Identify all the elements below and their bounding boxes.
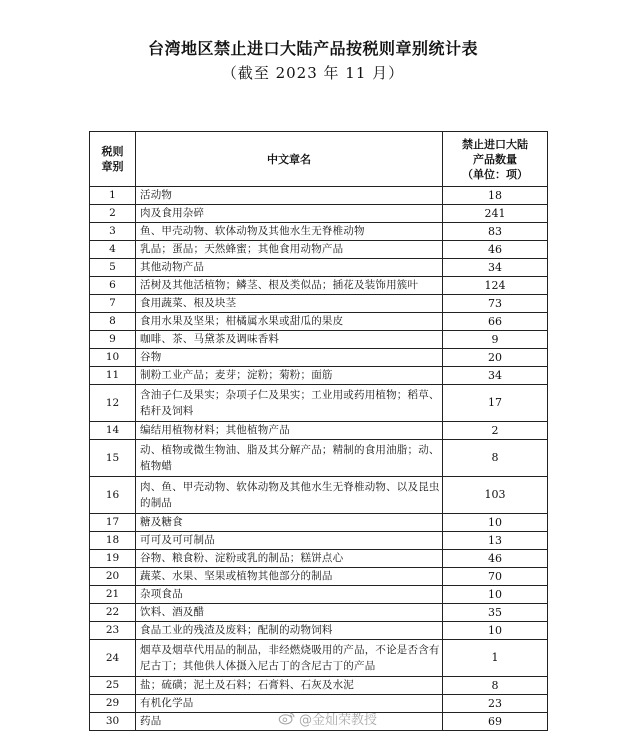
cell-chapter: 23 — [90, 622, 136, 640]
cell-name: 其他动物产品 — [136, 259, 443, 277]
cell-chapter: 10 — [90, 349, 136, 367]
document-subtitle: （截至 2023 年 11 月） — [221, 64, 405, 82]
cell-name: 饮料、酒及醋 — [136, 604, 443, 622]
cell-count: 2 — [443, 422, 548, 440]
table-row — [90, 349, 548, 367]
cell-name: 可可及可可制品 — [136, 532, 443, 550]
cell-name: 活树及其他活植物；鳞茎、根及类似品；插花及装饰用簇叶 — [136, 277, 443, 295]
table-row — [90, 223, 548, 241]
cell-count: 66 — [443, 313, 548, 331]
table-row — [90, 295, 548, 313]
cell-name: 动、植物或微生物油、脂及其分解产品；精制的食用油脂；动、植物蜡 — [136, 440, 443, 477]
table-row — [90, 367, 548, 385]
document-title: 台湾地区禁止进口大陆产品按税则章别统计表 — [147, 39, 478, 58]
cell-chapter: 21 — [90, 586, 136, 604]
cell-chapter: 16 — [90, 477, 136, 514]
header-chapter: 税则 章别 — [90, 132, 136, 187]
cell-name: 食品工业的残渣及废料；配制的动物饲料 — [136, 622, 443, 640]
watermark — [278, 709, 377, 727]
cell-chapter: 7 — [90, 295, 136, 313]
cell-chapter: 19 — [90, 550, 136, 568]
cell-count: 1 — [443, 640, 548, 677]
cell-count: 34 — [443, 367, 548, 385]
cell-count: 8 — [443, 677, 548, 695]
statistics-table — [89, 131, 548, 731]
cell-count: 23 — [443, 695, 548, 713]
table-row — [90, 477, 548, 514]
cell-count: 35 — [443, 604, 548, 622]
table-row — [90, 586, 548, 604]
cell-count: 10 — [443, 514, 548, 532]
cell-name: 烟草及烟草代用品的制品，非经燃烧吸用的产品，不论是否含有尼古丁；其他供人体摄入尼古丁的含尼古丁的产品 — [136, 640, 443, 677]
table-row — [90, 640, 548, 677]
cell-name: 肉、鱼、甲壳动物、软体动物及其他水生无脊椎动物、以及昆虫的制品 — [136, 477, 443, 514]
cell-count: 46 — [443, 550, 548, 568]
cell-chapter: 12 — [90, 385, 136, 422]
table-row — [90, 604, 548, 622]
cell-chapter: 24 — [90, 640, 136, 677]
cell-chapter: 25 — [90, 677, 136, 695]
cell-count: 17 — [443, 385, 548, 422]
cell-chapter: 5 — [90, 259, 136, 277]
table-row — [90, 622, 548, 640]
cell-name: 有机化学品 — [136, 695, 443, 713]
cell-chapter: 20 — [90, 568, 136, 586]
cell-chapter: 15 — [90, 440, 136, 477]
cell-chapter: 9 — [90, 331, 136, 349]
cell-name: 食用水果及坚果；柑橘属水果或甜瓜的果皮 — [136, 313, 443, 331]
cell-count: 69 — [443, 713, 548, 731]
cell-name: 药品 — [136, 713, 443, 731]
cell-name: 咖啡、茶、马黛茶及调味香料 — [136, 331, 443, 349]
table-row — [90, 331, 548, 349]
table-row — [90, 677, 548, 695]
cell-name: 编结用植物材料；其他植物产品 — [136, 422, 443, 440]
cell-count: 18 — [443, 187, 548, 205]
cell-chapter: 2 — [90, 205, 136, 223]
cell-name: 肉及食用杂碎 — [136, 205, 443, 223]
table-row — [90, 277, 548, 295]
table-row — [90, 532, 548, 550]
cell-name: 鱼、甲壳动物、软体动物及其他水生无脊椎动物 — [136, 223, 443, 241]
cell-name: 含油子仁及果实；杂项子仁及果实；工业用或药用植物；稻草、秸秆及饲料 — [136, 385, 443, 422]
weibo-icon — [278, 711, 296, 725]
cell-count: 241 — [443, 205, 548, 223]
cell-chapter: 17 — [90, 514, 136, 532]
watermark-text: @金灿荣教授 — [299, 712, 378, 728]
cell-name: 糖及糖食 — [136, 514, 443, 532]
cell-count: 8 — [443, 440, 548, 477]
table-row — [90, 241, 548, 259]
cell-name: 盐；硫磺；泥土及石料；石膏料、石灰及水泥 — [136, 677, 443, 695]
cell-chapter: 30 — [90, 713, 136, 731]
cell-count: 124 — [443, 277, 548, 295]
cell-chapter: 3 — [90, 223, 136, 241]
table-row — [90, 514, 548, 532]
cell-name: 蔬菜、水果、坚果或植物其他部分的制品 — [136, 568, 443, 586]
cell-chapter: 1 — [90, 187, 136, 205]
cell-count: 70 — [443, 568, 548, 586]
cell-name: 乳品；蛋品；天然蜂蜜；其他食用动物产品 — [136, 241, 443, 259]
table-row — [90, 422, 548, 440]
table-row — [90, 259, 548, 277]
cell-count: 13 — [443, 532, 548, 550]
table-row — [90, 440, 548, 477]
cell-count: 10 — [443, 586, 548, 604]
header-name: 中文章名 — [136, 132, 443, 187]
table-row — [90, 568, 548, 586]
table-row — [90, 550, 548, 568]
cell-chapter: 4 — [90, 241, 136, 259]
cell-count: 46 — [443, 241, 548, 259]
cell-count: 34 — [443, 259, 548, 277]
cell-count: 103 — [443, 477, 548, 514]
cell-name: 活动物 — [136, 187, 443, 205]
cell-count: 9 — [443, 331, 548, 349]
cell-chapter: 8 — [90, 313, 136, 331]
table-header-row — [90, 132, 548, 187]
cell-name: 食用蔬菜、根及块茎 — [136, 295, 443, 313]
table-row — [90, 385, 548, 422]
cell-count: 20 — [443, 349, 548, 367]
cell-name: 制粉工业产品；麦芽；淀粉；菊粉；面筋 — [136, 367, 443, 385]
cell-count: 83 — [443, 223, 548, 241]
cell-name: 谷物 — [136, 349, 443, 367]
cell-chapter: 18 — [90, 532, 136, 550]
cell-name: 杂项食品 — [136, 586, 443, 604]
cell-chapter: 14 — [90, 422, 136, 440]
table-row — [90, 313, 548, 331]
cell-chapter: 11 — [90, 367, 136, 385]
cell-count: 73 — [443, 295, 548, 313]
cell-name: 谷物、粮食粉、淀粉或乳的制品；糕饼点心 — [136, 550, 443, 568]
table-body — [90, 187, 548, 731]
table-row — [90, 205, 548, 223]
table-row — [90, 187, 548, 205]
header-count: 禁止进口大陆 产品数量 （单位：项） — [443, 132, 548, 187]
cell-chapter: 29 — [90, 695, 136, 713]
cell-count: 10 — [443, 622, 548, 640]
cell-chapter: 6 — [90, 277, 136, 295]
cell-chapter: 22 — [90, 604, 136, 622]
